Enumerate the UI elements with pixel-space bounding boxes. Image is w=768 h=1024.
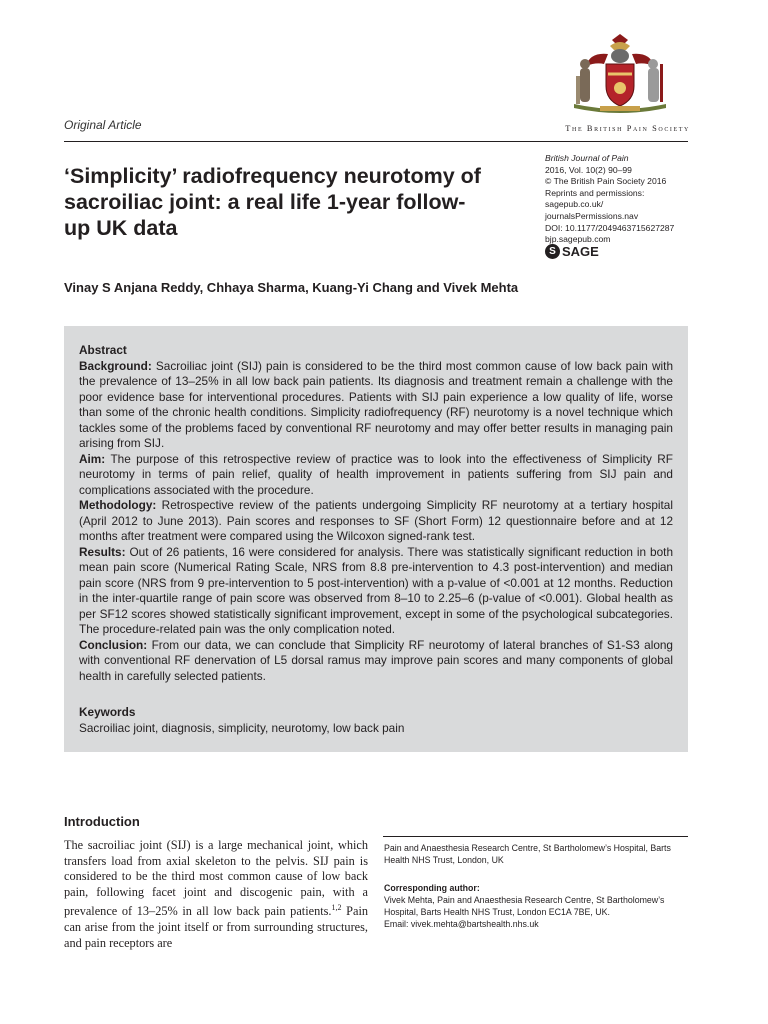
- abstract-results: [79, 545, 673, 638]
- results-label: Results:: [79, 544, 126, 559]
- abstract-conclusion: [79, 638, 673, 685]
- conclusion-label: Conclusion:: [79, 637, 148, 652]
- header-rule: [64, 141, 688, 142]
- journal-name: British Journal of Pain: [545, 153, 629, 163]
- results-text: Out of 26 patients, 16 were considered for analysis. There was statistically significant reduction in both mean pain score (Numerical Rating Scale, NRS from 8.8 pre-intervention to 4.3 post-intervention) and median pain score (NRS from 9 pre-intervention to 5 post-intervention) with a p-value of <0.001 at 12 months. Reduction in the inter-quartile range of pain score was observed from 8–10 to 2.25–6 (p-value of <0.001). Global health as per SF12 scores showed statistically significant improvement, except in some of the psychological subcategories. The procedure-related pain was the only complication noted.: [79, 544, 674, 636]
- aim-label: Aim:: [79, 451, 106, 466]
- methodology-text: Retrospective review of the patients undergoing Simplicity RF neurotomy at a tertiary hospital (April 2012 to June 2013). Pain scores and responses to SF (Short Form) 12 questionnaire before and at 12 months after treatment were compared using the Wilcoxon signed-rank test.: [79, 498, 673, 543]
- keywords-block: [79, 705, 673, 736]
- corresponding-label: Corresponding author:: [384, 883, 480, 893]
- journal-reprints-url-1[interactable]: sagepub.co.uk/: [545, 199, 604, 210]
- journal-doi[interactable]: DOI: 10.1177/2049463715627287: [545, 222, 675, 233]
- corresponding-email[interactable]: Email: vivek.mehta@bartshealth.nhs.uk: [384, 919, 539, 929]
- society-name: The British Pain Society: [565, 124, 690, 133]
- affiliation: Pain and Anaesthesia Research Centre, St Bartholomew’s Hospital, Barts Health NHS Trust, London, UK: [384, 843, 671, 865]
- sage-logo: [545, 244, 599, 259]
- section-label: Original Article: [64, 118, 142, 132]
- abstract-background: [79, 359, 673, 452]
- abstract-box: [64, 326, 688, 752]
- journal-reprints-url-2[interactable]: journalsPermissions.nav: [545, 210, 639, 221]
- corresponding-text: Vivek Mehta, Pain and Anaesthesia Research Centre, St Bartholomew’s Hospital, Barts Health NHS Trust, London EC1A 7BE, UK.: [384, 895, 665, 917]
- aim-text: The purpose of this retrospective review of practice was to look into the effectiveness of Simplicity RF neurotomy in terms of pain relief, quality of health improvement in patients suffering from SIJ pain and complications associated with the procedure.: [79, 451, 673, 497]
- corresponding-author: [384, 882, 684, 930]
- abstract-aim: [79, 452, 673, 499]
- journal-volume: 2016, Vol. 10(2) 90–99: [545, 164, 632, 175]
- abstract-heading: Abstract: [79, 343, 127, 357]
- background-label: Background:: [79, 358, 152, 373]
- introduction-heading: Introduction: [64, 814, 140, 829]
- introduction-text-2: Pain can arise from the joint itself or from surrounding structures, and pain receptors are: [64, 904, 369, 950]
- keywords-list: Sacroiliac joint, diagnosis, simplicity, neurotomy, low back pain: [79, 720, 405, 735]
- journal-reprints: Reprints and permissions:: [545, 187, 645, 198]
- journal-meta: [545, 153, 695, 246]
- conclusion-text: From our data, we can conclude that Simplicity RF neurotomy of lateral branches of S1-S3 along with conventional RF denervation of L5 dorsal ramus may improve pain scores and many components of global health in carefully selected patients.: [79, 637, 673, 683]
- methodology-label: Methodology:: [79, 498, 157, 512]
- authors: Vinay S Anjana Reddy, Chhaya Sharma, Kuang-Yi Chang and Vivek Mehta: [64, 280, 519, 295]
- article-title: ‘Simplicity’ radiofrequency neurotomy of sacroiliac joint: a real life 1-year follow-up UK data: [64, 164, 481, 240]
- abstract-content: [79, 343, 673, 684]
- background-text: Sacroiliac joint (SIJ) pain is considered to be the third most common cause of low back pain with the prevalence of 13–25% in all low back pain patients. Its diagnosis and treatment remain a challenge with the poor evidence base for interventional procedures. Patients with SIJ pain experience a low quality of life, worse than some of the chronic health conditions. Simplicity radiofrequency (RF) neurotomy is a novel technique which tackles some of the problems faced by conventional RF neurotomy and may offer better results in managing pain arising from SIJ.: [79, 358, 673, 450]
- society-logo: [560, 34, 688, 120]
- keywords-heading: Keywords: [79, 705, 136, 719]
- sage-wordmark: SAGE: [562, 244, 599, 259]
- journal-site[interactable]: bjp.sagepub.com: [545, 234, 611, 245]
- introduction-text-1: The sacroiliac joint (SIJ) is a large mechanical joint, which transfers load from axial skeleton to the pelvis. SIJ pain is considered to be the third most common cause of low back pain, following facet joint and discogenic pain, with a prevalence of 13–25% in all low back pain patients.: [64, 838, 368, 919]
- citation-superscript[interactable]: 1,2: [331, 903, 342, 913]
- introduction-body: [64, 838, 368, 951]
- journal-copyright: © The British Pain Society 2016: [545, 176, 667, 187]
- affiliation-rule: [383, 836, 688, 837]
- abstract-methodology: [79, 498, 673, 545]
- sage-icon: S: [545, 244, 560, 259]
